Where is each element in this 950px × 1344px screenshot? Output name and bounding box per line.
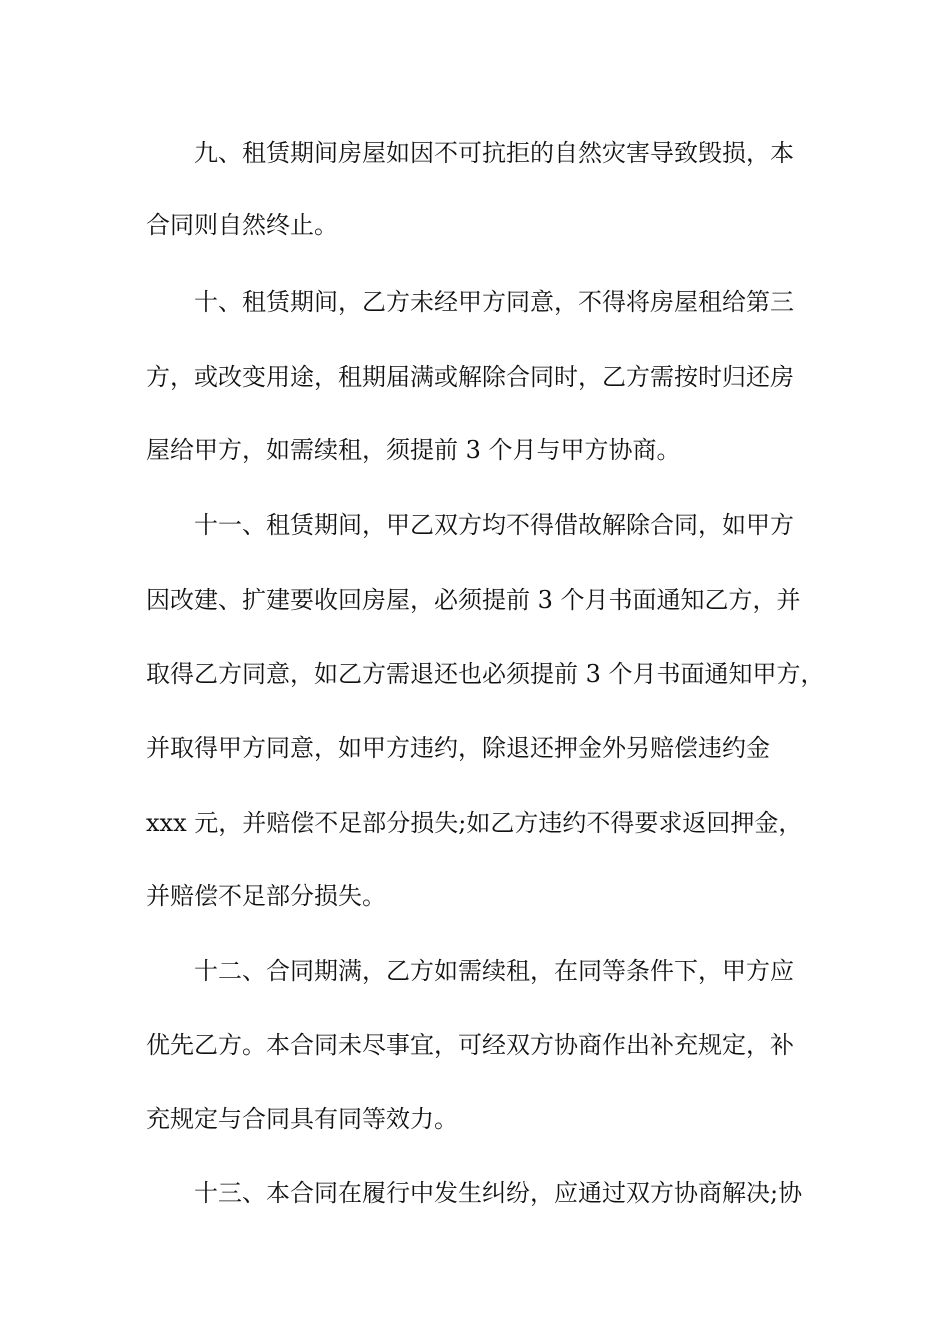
paragraph-9-line-2: 合同则自然终止。 — [146, 211, 338, 239]
paragraph-11-line-5: xxx 元，并赔偿不足部分损失;如乙方违约不得要求返回押金， — [146, 809, 803, 837]
paragraph-10-line-3: 屋给甲方，如需续租，须提前 3 个月与甲方协商。 — [146, 436, 681, 464]
paragraph-9-line-1: 九、租赁期间房屋如因不可抗拒的自然灾害导致毁损，本 — [194, 139, 794, 167]
paragraph-11-line-6: 并赔偿不足部分损失。 — [146, 882, 386, 910]
paragraph-11-line-2: 因改建、扩建要收回房屋，必须提前 3 个月书面通知乙方，并 — [146, 586, 801, 614]
paragraph-12-line-1: 十二、合同期满，乙方如需续租，在同等条件下，甲方应 — [194, 957, 794, 985]
paragraph-11-line-4: 并取得甲方同意，如甲方违约，除退还押金外另赔偿违约金 — [146, 734, 770, 762]
paragraph-13-line-1: 十三、本合同在履行中发生纠纷，应通过双方协商解决;协 — [194, 1179, 803, 1207]
paragraph-12-line-2: 优先乙方。本合同未尽事宜，可经双方协商作出补充规定，补 — [146, 1031, 794, 1059]
paragraph-10-line-1: 十、租赁期间，乙方未经甲方同意，不得将房屋租给第三 — [194, 288, 794, 316]
paragraph-12-line-3: 充规定与合同具有同等效力。 — [146, 1105, 458, 1133]
paragraph-10-line-2: 方，或改变用途，租期届满或解除合同时，乙方需按时归还房 — [146, 363, 794, 391]
paragraph-11-line-3: 取得乙方同意，如乙方需退还也必须提前 3 个月书面通知甲方， — [146, 660, 825, 688]
paragraph-11-line-1: 十一、租赁期间，甲乙双方均不得借故解除合同，如甲方 — [194, 511, 794, 539]
